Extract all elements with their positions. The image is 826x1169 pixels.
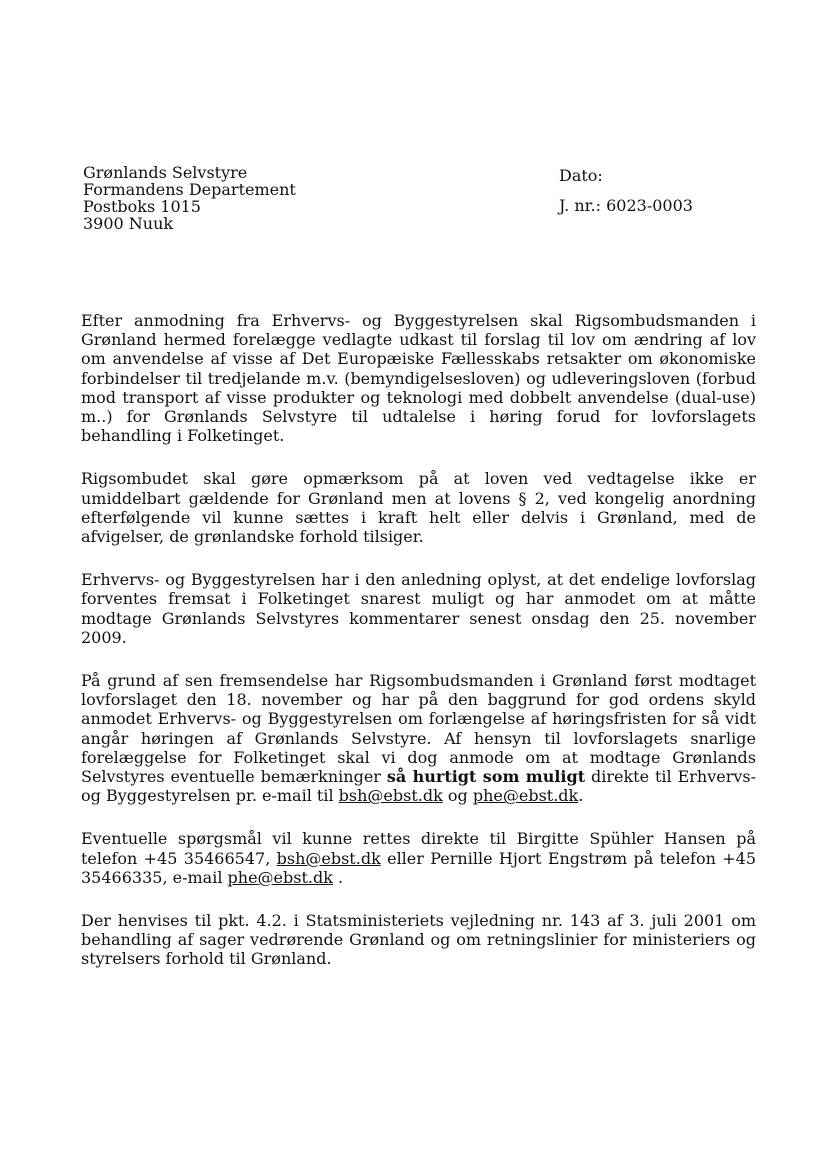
paragraph-deadline: Erhvervs- og Byggestyrelsen har i den anledning oplyst, at det endelige lovforslag forventes fremsat i Folketinget snarest muligt og har anmodet om at måtte modtage Grønlands Selvstyres kommentarer senest onsdag den 25. november 2009. [81,570,756,647]
paragraph-contacts [81,829,756,887]
text-fragment: . [332,867,344,887]
paragraph-reference: Der henvises til pkt. 4.2. i Statsministeriets vejledning nr. 143 af 3. juli 2001 om behandling af sager vedrørende Grønland og om retningslinier for ministeriers og styrelsers forhold til Grønland. [81,911,756,969]
recipient-address [83,164,296,232]
text-fragment: eller Pernille Hjort Engstrøm på telefon +45 35466335, e-mail [81,848,757,887]
paragraph-request: Efter anmodning fra Erhvervs- og Byggestyrelsen skal Rigsombudsmanden i Grønland hermed forelægge vedlagte udkast til forslag til lov om ændring af lov om anvendelse af visse af Det Europæiske Fællesskabs retsakter om økonomiske forbindelser til tredjelande m.v. (bemyndigelsesloven) og udleveringsloven (forbud mod transport af visse produkter og teknologi med dobbelt anvendelse (dual-use) m..) for Grønlands Selvstyre til udtalelse i høring forud for lovforslagets behandling i Folketinget. [81,311,756,446]
text-fragment: . [578,786,584,806]
text-fragment: Eventuelle spørgsmål vil kunne rettes direkte til Birgitte Spühler Hansen på telefon +45 35466547, [81,829,756,868]
email-link-phe[interactable]: phe@ebst.dk [227,867,333,887]
recipient-line: 3900 Nuuk [83,214,174,233]
emphasis-text: så hurtigt som muligt [386,767,586,787]
letter-meta [559,167,693,214]
text-fragment: og [442,786,473,806]
text-fragment: På grund af sen fremsendelse har Rigsombudsmanden i Grønland først modtaget lovforslaget den 18. november og har på den baggrund for god ordens skyld anmodet Erhvervs- og Byggestyrelsen om forlængelse af høringsfristen for så vidt angår høringen af Grønlands Selvstyre. Af hensyn til lovforslagets snarlige forelæggelse for Folketinget skal vi dog anmode om at modtage Grønlands Selvstyres eventuelle bemærkninger [81,671,756,787]
letter-body [81,311,756,993]
paragraph-extension [81,671,756,805]
email-link-bsh[interactable]: bsh@ebst.dk [338,786,443,806]
text-fragment: direkte til Erhvervs- og Byggestyrelsen pr. e-mail til [81,767,757,806]
journal-number: J. nr.: 6023-0003 [559,196,693,215]
email-link-bsh[interactable]: bsh@ebst.dk [276,848,381,868]
email-link-phe[interactable]: phe@ebst.dk [472,786,579,806]
recipient-line: Postboks 1015 [83,197,201,216]
date-label: Dato: [559,166,603,185]
paragraph-notice: Rigsombudet skal gøre opmærksom på at loven ved vedtagelse ikke er umiddelbart gældende for Grønland men at lovens § 2, ved kongelig anordning efterfølgende vil kunne sættes i kraft helt eller delvis i Grønland, med de afvigelser, de grønlandske forhold tilsiger. [81,469,756,547]
recipient-line: Grønlands Selvstyre [83,163,248,182]
recipient-line: Formandens Departement [83,180,296,199]
